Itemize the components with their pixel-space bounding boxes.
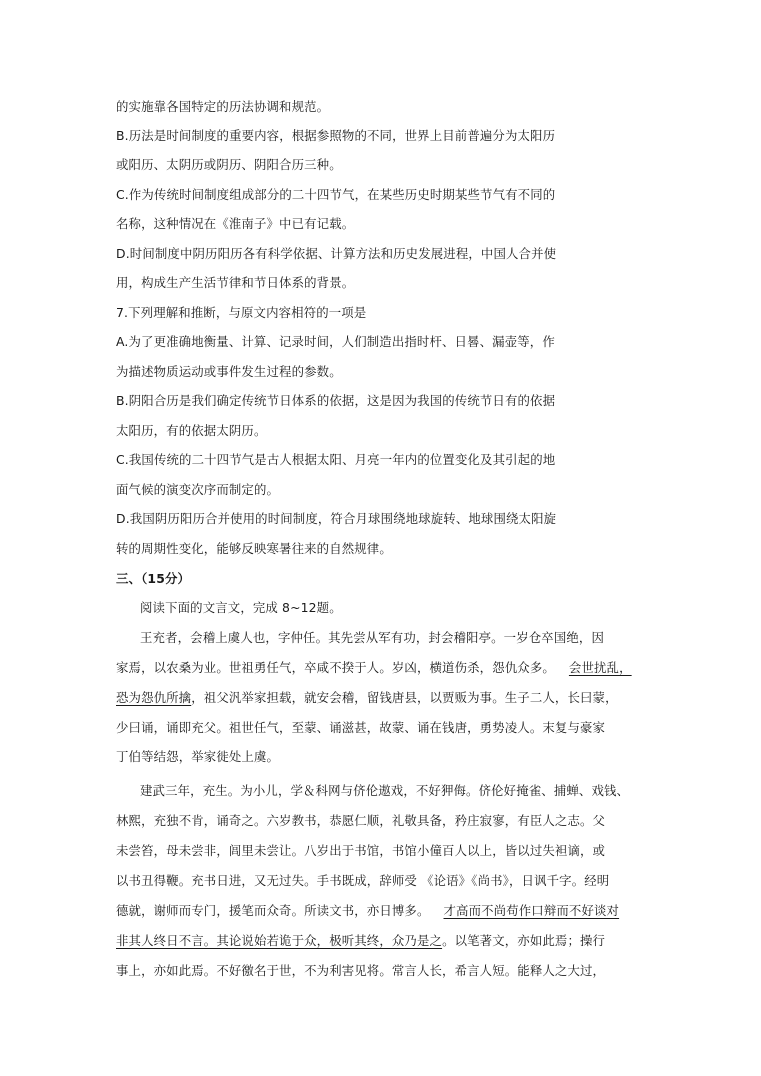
passage-line bbox=[116, 932, 605, 950]
option-d-line: D.我国阴历阳历合并使用的时间制度，符合月球围绕地球旋转、地球围绕太阳旋 bbox=[116, 511, 557, 526]
passage-text: 家焉，以农桑为业。世祖勇任气，卒咸不揆于人。岁凶，横道伤杀，怨仇众多。 bbox=[116, 660, 555, 675]
underlined-sentence: 会世扰乱， bbox=[568, 660, 632, 675]
text-line: 转的周期性变化，能够反映寒暑往来的自然规律。 bbox=[116, 541, 392, 556]
passage-line bbox=[116, 902, 619, 920]
passage-line: 王充者，会稽上虞人也，字仲任。其先尝从军有功，封会稽阳亭。一岁仓卒国绝，因 bbox=[140, 630, 605, 645]
option-d-line: D.时间制度中阴历阳历各有科学依据、计算方法和历史发展进程，中国人合并使 bbox=[116, 246, 557, 261]
passage-line: 少曰诵，诵即充父。祖世任气，至蒙、诵滋甚，故蒙、诵在钱唐，勇势凌人。末复与豪家 bbox=[116, 720, 606, 735]
underlined-sentence: 非其人终日不言。其论说始若诡于众，极听其终，众乃是之 bbox=[116, 933, 443, 948]
option-c-line: C.作为传统时间制度组成部分的二十四节气，在某些历史时期某些节气有不同的 bbox=[116, 187, 556, 202]
text-line: 的实施靠各国特定的历法协调和规范。 bbox=[116, 99, 330, 114]
passage-line: 事上，亦如此焉。不好徼名于世，不为利害见将。常言人长，希言人短。能释人之大过， bbox=[116, 963, 606, 978]
passage-line bbox=[116, 659, 632, 677]
text-line: 为描述物质运动或事件发生过程的参数。 bbox=[116, 364, 342, 379]
passage-line: 未尝笞，母未尝非，闾里未尝让。八岁出于书馆，书馆小僮百人以上，皆以过失袒谪，或 bbox=[116, 843, 606, 858]
instruction-line: 阅读下面的文言文，完成 8~12题。 bbox=[140, 600, 342, 615]
passage-line: 林熙，充独不肯，诵奇之。六岁教书，恭愿仁顺，礼敬具备，矜庄寂寥，有臣人之志。父 bbox=[116, 813, 606, 828]
text-line: 面气候的演变次序而制定的。 bbox=[116, 482, 280, 497]
text-line: 名称，这种情况在《淮南子》中已有记载。 bbox=[116, 216, 355, 231]
question-7: 7.下列理解和推断，与原文内容相符的一项是 bbox=[116, 305, 367, 320]
text-line: 或阳历、太阴历或阴历、阴阳合历三种。 bbox=[116, 157, 342, 172]
passage-text: ，祖父汎举家担载，就安会稽，留钱唐县，以贾贩为事。生子二人，长曰蒙， bbox=[191, 690, 618, 705]
passage-text: 德就，谢师而专门，援笔而众奇。所读文书，亦日博多。 bbox=[116, 903, 430, 918]
option-b-line: B.阴阳合历是我们确定传统节日体系的依据，这是因为我国的传统节日有的依据 bbox=[116, 393, 556, 408]
passage-line bbox=[116, 689, 618, 707]
underlined-sentence: 恐为怨仇所擒 bbox=[116, 690, 192, 705]
section-heading: 三、（15分） bbox=[116, 571, 191, 586]
passage-line: 以书丑得鞭。充书日进，又无过失。手书既成，辞师受 《论语》《尚书》，日讽千字。经明 bbox=[116, 873, 610, 888]
text-line: 用，构成生产生活节律和节日体系的背景。 bbox=[116, 275, 355, 290]
passage-line: 丁伯等结怨，举家徙处上虞。 bbox=[116, 749, 280, 764]
option-c-line: C.我国传统的二十四节气是古人根据太阳、月亮一年内的位置变化及其引起的地 bbox=[116, 452, 556, 467]
option-a-line: A.为了更准确地衡量、计算、记录时间，人们制造出指时杆、日晷、漏壶等，作 bbox=[116, 334, 555, 349]
passage-line: 建武三年，充生。为小儿，学＆科网与侪伦遨戏，不好狎侮。侪伦好掩雀、捕蝉、戏钱、 bbox=[140, 783, 630, 798]
option-b-line: B.历法是时间制度的重要内容，根据参照物的不同，世界上目前普遍分为太阳历 bbox=[116, 128, 556, 143]
passage-text: 。以笔著文，亦如此焉；操行 bbox=[442, 933, 606, 948]
text-line: 太阳历，有的依据太阴历。 bbox=[116, 423, 267, 438]
underlined-sentence: 才高而不尚苟作口辩而不好谈对 bbox=[443, 903, 620, 918]
